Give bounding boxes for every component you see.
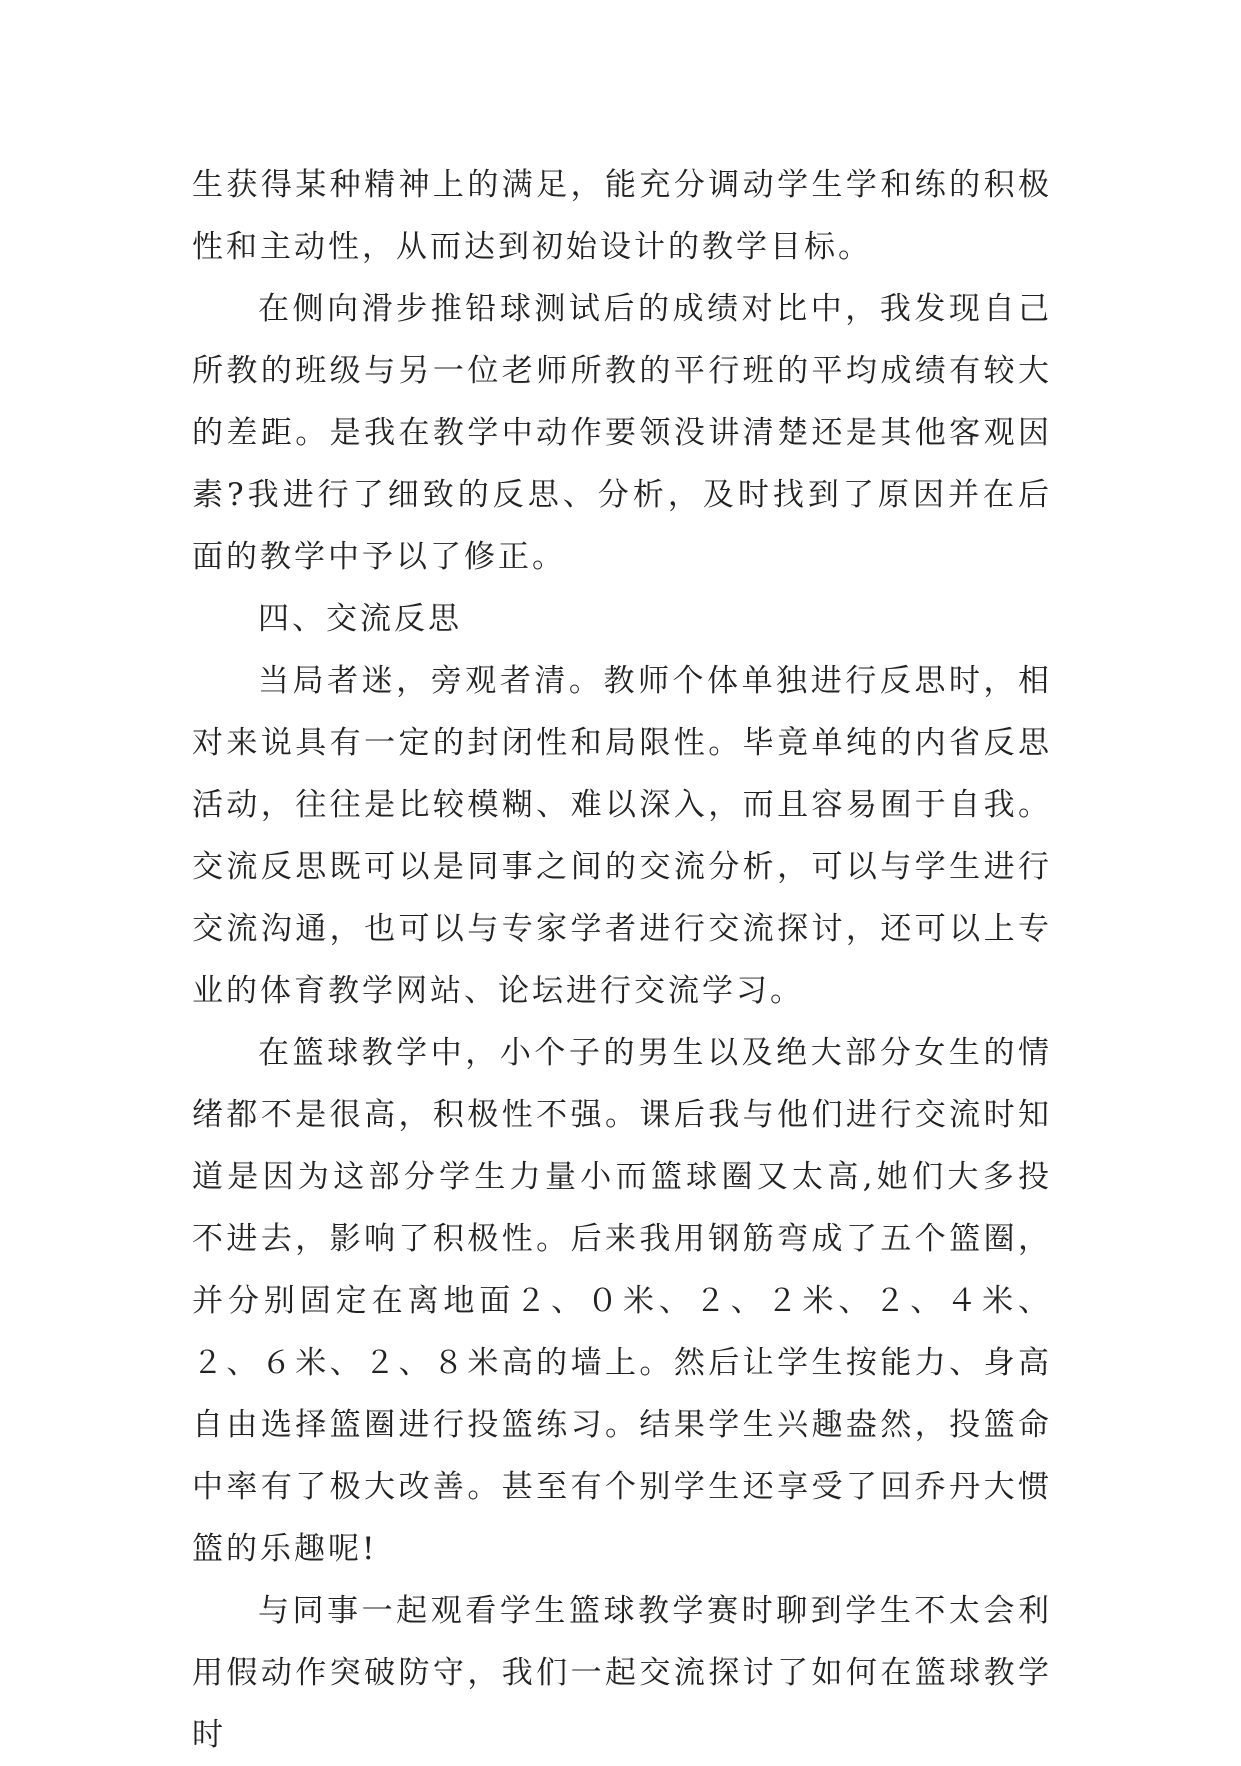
- paragraph-2: 在侧向滑步推铅球测试后的成绩对比中，我发现自己所教的班级与另一位老师所教的平行班的平均成绩有较大的差距。是我在教学中动作要领没讲清楚还是其他客观因素?我进行了细致的反思、分析，及时找到了原因并在后面的教学中予以了修正。: [192, 291, 1052, 575]
- section-heading: 四、交流反思: [258, 601, 462, 637]
- document-body: [192, 154, 1052, 1766]
- paragraph-3: 当局者迷，旁观者清。教师个体单独进行反思时，相对来说具有一定的封闭性和局限性。毕竟单纯的内省反思活动，往往是比较模糊、难以深入，而且容易囿于自我。交流反思既可以是同事之间的交流分析，可以与学生进行交流沟通，也可以与专家学者进行交流探讨，还可以上专业的体育教学网站、论坛进行交流学习。: [192, 663, 1052, 1009]
- paragraph-5: 与同事一起观看学生篮球教学赛时聊到学生不太会利用假动作突破防守，我们一起交流探讨了如何在篮球教学时: [192, 1593, 1052, 1753]
- paragraph-1: 生获得某种精神上的满足，能充分调动学生学和练的积极性和主动性，从而达到初始设计的教学目标。: [192, 167, 1052, 265]
- paragraph-4: 在篮球教学中，小个子的男生以及绝大部分女生的情绪都不是很高，积极性不强。课后我与他们进行交流时知道是因为这部分学生力量小而篮球圈又太高,她们大多投不进去，影响了积极性。后来我用钢筋弯成了五个篮圈，并分别固定在离地面２、０米、２、２米、２、４米、２、６米、２、８米高的墙上。然后让学生按能力、身高自由选择篮圈进行投篮练习。结果学生兴趣盎然，投篮命中率有了极大改善。甚至有个别学生还享受了回乔丹大惯篮的乐趣呢!: [192, 1035, 1052, 1567]
